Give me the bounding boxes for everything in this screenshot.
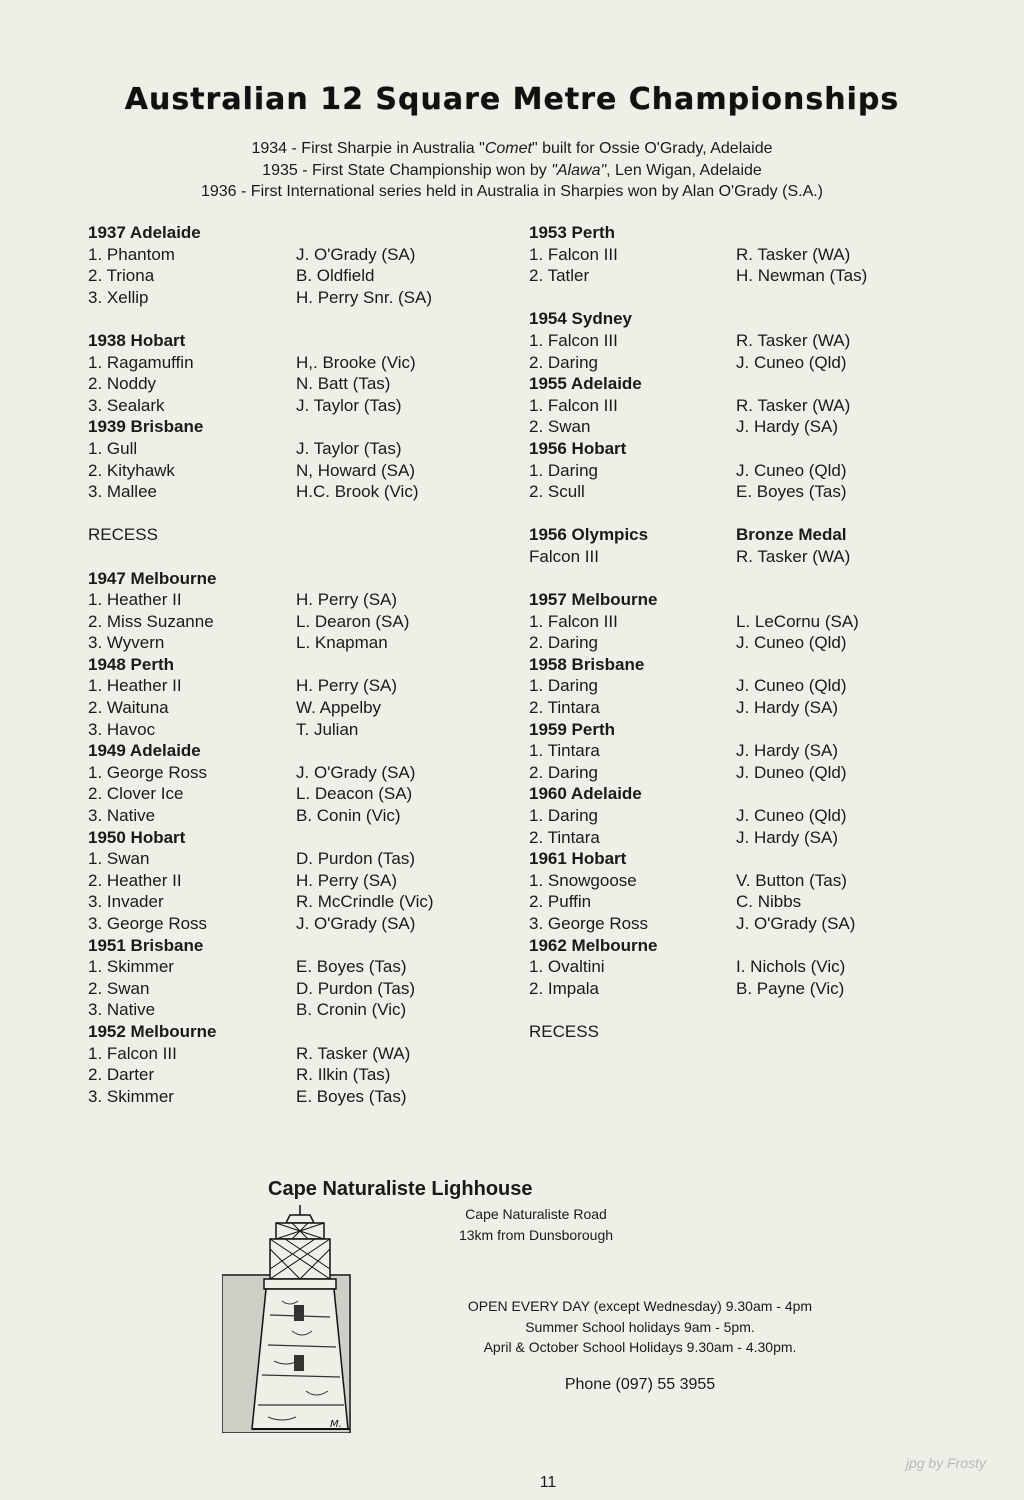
skipper-name: H.C. Brook (Vic) [296, 482, 419, 502]
result-row [88, 999, 488, 1021]
result-row [88, 1086, 488, 1108]
championship-year-venue: 1956 Hobart [529, 438, 627, 458]
result-row [88, 978, 488, 1000]
spacer [88, 546, 488, 568]
boat-name: 3. George Ross [529, 914, 649, 933]
result-row [88, 1043, 488, 1065]
boat-name: 2. Tatler [529, 266, 590, 286]
skipper-name: H. Perry (SA) [296, 870, 398, 890]
boat-name: 3. Native [88, 806, 156, 826]
heading-blank [296, 827, 488, 849]
boat-name: 2. Heather II [88, 870, 182, 890]
championship-heading [529, 308, 929, 330]
skipper-name: V. Button (Tas) [736, 870, 847, 890]
skipper-name: R. McCrindle (Vic) [296, 892, 434, 912]
result-row [88, 373, 488, 395]
skipper-name: R. Tasker (WA) [296, 1043, 411, 1063]
boat-name: 1. Daring [529, 806, 598, 826]
skipper-name: D. Purdon (Tas) [296, 978, 416, 998]
boat-name: 3. Sealark [88, 395, 165, 415]
result-row [88, 352, 488, 374]
skipper-name: B. Conin (Vic) [296, 806, 401, 826]
advert-hours-line: Summer School holidays 9am - 5pm. [525, 1318, 755, 1335]
boat-name: 1. Ragamuffin [88, 352, 194, 372]
heading-blank [736, 719, 929, 741]
boat-name: 3. Mallee [88, 482, 157, 502]
skipper-name: B. Cronin (Vic) [296, 1000, 407, 1020]
svg-text:M.: M. [330, 1419, 342, 1430]
championship-heading [88, 827, 488, 849]
boat-name: 2. Darter [88, 1065, 155, 1085]
heading-blank [736, 373, 929, 395]
championship-heading [88, 222, 488, 244]
boat-name: 2. Swan [529, 417, 591, 437]
skipper-name: R. Tasker (WA) [736, 395, 851, 415]
championship-year-venue: 1951 Brisbane [88, 935, 204, 955]
championship-year-venue: 1955 Adelaide [529, 374, 642, 394]
boat-name: 2. Clover Ice [88, 784, 184, 804]
result-row [88, 481, 488, 503]
championship-year-venue: 1960 Adelaide [529, 784, 642, 804]
championship-heading [88, 330, 488, 352]
championship-year-venue: 1958 Brisbane [529, 654, 645, 674]
heading-blank [736, 589, 929, 611]
skipper-name: J. O'Grady (SA) [296, 762, 416, 782]
skipper-name [296, 524, 488, 546]
skipper-name: J. O'Grady (SA) [736, 914, 856, 933]
skipper-name: I. Nichols (Vic) [736, 957, 846, 977]
result-row [88, 589, 488, 611]
result-row [88, 805, 488, 827]
heading-blank [736, 438, 929, 460]
skipper-name: J. Hardy (SA) [736, 698, 839, 718]
championship-year-venue: 1957 Melbourne [529, 590, 658, 610]
championship-year-venue: 1947 Melbourne [88, 568, 217, 588]
result-row [529, 460, 929, 482]
result-row [529, 546, 929, 568]
result-row [88, 632, 488, 654]
intro-text: " built for Ossie O'Grady, Adelaide [531, 140, 773, 157]
skipper-name: J. Cuneo (Qld) [736, 633, 847, 653]
result-row [529, 978, 929, 1000]
spacer [529, 287, 929, 309]
boat-name: 2. Daring [529, 633, 598, 653]
boat-name: RECESS [88, 525, 158, 545]
skipper-name: B. Payne (Vic) [736, 978, 845, 998]
skipper-name: E. Boyes (Tas) [296, 1086, 407, 1106]
result-row [529, 481, 929, 503]
skipper-name: J. O'Grady (SA) [296, 244, 416, 264]
skipper-name: R. Tasker (WA) [736, 546, 851, 566]
result-row [88, 524, 488, 546]
result-row [88, 870, 488, 892]
result-row [529, 913, 929, 935]
intro-text: , Len Wigan, Adelaide [606, 161, 762, 179]
boat-name: 1. Falcon III [529, 611, 618, 631]
result-row [88, 395, 488, 417]
result-row [529, 827, 929, 849]
heading-blank [736, 222, 929, 244]
result-row [529, 1021, 929, 1043]
intro-text: 1935 - First State Championship won by [262, 161, 552, 179]
skipper-name: T. Julian [296, 719, 359, 739]
result-row [88, 697, 488, 719]
skipper-name: N. Batt (Tas) [296, 374, 391, 394]
championship-year-venue: 1948 Perth [88, 654, 174, 674]
intro-emphasis: "Alawa" [551, 161, 607, 179]
boat-name: 2. Tintara [529, 698, 600, 718]
result-row [88, 956, 488, 978]
boat-name: 1. George Ross [88, 762, 208, 782]
boat-name: 3. George Ross [88, 914, 208, 933]
championship-heading [529, 589, 929, 611]
page-number: 11 [539, 1474, 557, 1491]
championship-heading [529, 222, 929, 244]
result-row [529, 244, 929, 266]
boat-name: 2. Waituna [88, 698, 169, 718]
skipper-name: H,. Brooke (Vic) [296, 352, 416, 372]
heading-blank [296, 416, 488, 438]
spacer [529, 568, 929, 590]
spacer [88, 308, 488, 330]
skipper-name: L. LeCornu (SA) [736, 611, 859, 631]
heading-blank [736, 935, 929, 957]
boat-name: 2. Impala [529, 978, 599, 998]
intro-line-1 [0, 138, 1024, 160]
skipper-name: N, Howard (SA) [296, 460, 416, 480]
skipper-name: J. Taylor (Tas) [296, 438, 402, 458]
skipper-name: J. O'Grady (SA) [296, 914, 416, 933]
skipper-name: J. Hardy (SA) [736, 827, 839, 847]
intro-text: 1934 - First Sharpie in Australia " [251, 140, 485, 157]
championship-heading [88, 654, 488, 676]
result-row [529, 416, 929, 438]
heading-blank [296, 935, 488, 957]
skipper-name: J. Cuneo (Qld) [736, 676, 847, 696]
boat-name: 1. Snowgoose [529, 870, 637, 890]
result-row [88, 762, 488, 784]
boat-name: 1. Falcon III [529, 244, 618, 264]
result-row [529, 395, 929, 417]
heading-blank [296, 568, 488, 590]
boat-name: 2. Noddy [88, 374, 157, 394]
championship-year-venue: 1937 Adelaide [88, 223, 201, 242]
championship-heading [529, 719, 929, 741]
boat-name: 2. Kityhawk [88, 460, 175, 480]
lighthouse-icon [222, 1205, 380, 1433]
heading-blank [296, 222, 488, 244]
boat-name: 1. Heather II [88, 590, 182, 610]
championship-year-venue: 1938 Hobart [88, 330, 186, 350]
championship-year-venue: 1961 Hobart [529, 849, 627, 869]
championship-year-venue: 1959 Perth [529, 719, 615, 739]
advert-title: Cape Naturaliste Lighhouse [268, 1178, 533, 1200]
championship-heading [529, 654, 929, 676]
boat-name: 3. Wyvern [88, 633, 165, 653]
skipper-name: L. Deacon (SA) [296, 784, 413, 804]
intro-line-2 [0, 160, 1024, 182]
championship-heading [88, 1021, 488, 1043]
result-row [529, 891, 929, 913]
championship-heading [529, 783, 929, 805]
skipper-name: D. Purdon (Tas) [296, 849, 416, 869]
boat-name: 1. Tintara [529, 741, 600, 761]
result-row [88, 244, 488, 266]
skipper-name: J. Cuneo (Qld) [736, 352, 847, 372]
championship-heading [529, 373, 929, 395]
result-row [88, 675, 488, 697]
championship-heading [88, 740, 488, 762]
result-row [529, 956, 929, 978]
championship-year-venue: 1962 Melbourne [529, 935, 658, 955]
skipper-name: R. Tasker (WA) [736, 244, 851, 264]
skipper-name: J. Cuneo (Qld) [736, 806, 847, 826]
championship-heading [529, 848, 929, 870]
results-column-left [88, 222, 488, 1107]
skipper-name: E. Boyes (Tas) [296, 957, 407, 977]
championship-heading [529, 438, 929, 460]
heading-blank [736, 783, 929, 805]
skipper-name: R. Ilkin (Tas) [296, 1065, 391, 1085]
skipper-name: W. Appelby [296, 698, 382, 718]
result-row [529, 265, 929, 287]
result-row [88, 287, 488, 309]
championship-year-venue: 1949 Adelaide [88, 741, 201, 761]
advert-hours-line: OPEN EVERY DAY (except Wednesday) 9.30am - 4pm [467, 1298, 813, 1314]
intro-emphasis: Comet [484, 140, 532, 157]
boat-name: 2. Tintara [529, 827, 600, 847]
spacer [88, 503, 488, 525]
result-row [88, 891, 488, 913]
boat-name: 3. Xellip [88, 287, 149, 307]
result-row [88, 611, 488, 633]
result-row [88, 460, 488, 482]
boat-name: 2. Daring [529, 762, 598, 782]
championship-year-venue: 1956 Olympics [529, 525, 649, 545]
boat-name: 3. Native [88, 1000, 156, 1020]
result-row [529, 675, 929, 697]
boat-name: 2. Daring [529, 352, 598, 372]
advert-hours-line: April & October School Holidays 9.30am - 4.30pm. [483, 1339, 797, 1355]
skipper-name: L. Dearon (SA) [296, 611, 410, 631]
championship-heading [88, 935, 488, 957]
boat-name: 2. Puffin [529, 892, 592, 912]
heading-blank [296, 1021, 488, 1043]
championship-heading [529, 935, 929, 957]
result-row [529, 697, 929, 719]
heading-blank [296, 740, 488, 762]
spacer [529, 999, 929, 1021]
heading-blank [736, 848, 929, 870]
spacer [529, 503, 929, 525]
boat-name: Falcon III [529, 546, 599, 566]
heading-blank [736, 654, 929, 676]
championship-heading [88, 416, 488, 438]
skipper-name: J. Hardy (SA) [736, 417, 839, 437]
championship-year-venue: 1939 Brisbane [88, 417, 204, 437]
result-row [88, 848, 488, 870]
result-row [88, 438, 488, 460]
scan-credit: jpg by Frosty [905, 1455, 986, 1471]
skipper-name: E. Boyes (Tas) [736, 482, 847, 502]
boat-name: 1. Daring [529, 676, 598, 696]
boat-name: 1. Phantom [88, 244, 175, 264]
result-row [529, 805, 929, 827]
boat-name: 1. Heather II [88, 676, 182, 696]
boat-name: 2. Scull [529, 482, 585, 502]
heading-blank [736, 308, 929, 330]
skipper-name: H. Perry (SA) [296, 590, 398, 610]
championship-year-venue: 1953 Perth [529, 223, 615, 242]
advert-road: Cape Naturaliste Road [465, 1206, 607, 1222]
skipper-name: J. Duneo (Qld) [736, 762, 847, 782]
boat-name: 1. Falcon III [529, 330, 618, 350]
boat-name: 1. Swan [88, 849, 150, 869]
skipper-name: B. Oldfield [296, 266, 375, 286]
skipper-name [736, 1021, 929, 1043]
boat-name: 1. Ovaltini [529, 957, 605, 977]
result-row [88, 265, 488, 287]
skipper-name: J. Hardy (SA) [736, 741, 839, 761]
results-column-right [529, 222, 929, 1043]
intro-line-3: 1936 - First International series held in Australia in Sharpies won by Alan O'Grady (S.A.) [200, 183, 824, 200]
result-row [529, 330, 929, 352]
result-row [88, 1064, 488, 1086]
boat-name: RECESS [529, 1021, 599, 1041]
boat-name: 1. Falcon III [88, 1043, 177, 1063]
medal-heading: Bronze Medal [736, 525, 847, 545]
championship-year-venue: 1950 Hobart [88, 827, 186, 847]
skipper-name: H. Perry Snr. (SA) [296, 287, 433, 307]
skipper-name: L. Knapman [296, 633, 388, 653]
result-row [529, 632, 929, 654]
championship-year-venue: 1954 Sydney [529, 309, 633, 329]
skipper-name: J. Cuneo (Qld) [736, 460, 847, 480]
advert-distance: 13km from Dunsborough [458, 1227, 614, 1243]
result-row [88, 719, 488, 741]
heading-blank [296, 654, 488, 676]
result-row [529, 740, 929, 762]
skipper-name: R. Tasker (WA) [736, 330, 851, 350]
championship-year-venue: 1952 Melbourne [88, 1021, 217, 1041]
result-row [529, 870, 929, 892]
advert-phone: Phone (097) 55 3955 [564, 1376, 716, 1393]
boat-name: 3. Invader [88, 892, 164, 912]
result-row [529, 762, 929, 784]
boat-name: 2. Miss Suzanne [88, 611, 214, 631]
skipper-name: H. Newman (Tas) [736, 266, 868, 286]
boat-name: 1. Daring [529, 460, 598, 480]
result-row [529, 611, 929, 633]
boat-name: 1. Skimmer [88, 957, 174, 977]
boat-name: 1. Gull [88, 438, 138, 458]
championship-heading [88, 568, 488, 590]
skipper-name: C. Nibbs [736, 892, 802, 912]
boat-name: 1. Falcon III [529, 395, 618, 415]
advert-address [436, 1204, 636, 1246]
boat-name: 3. Skimmer [88, 1086, 174, 1106]
page-title: Australian 12 Square Metre Championships [124, 82, 900, 117]
heading-blank [296, 330, 488, 352]
boat-name: 3. Havoc [88, 719, 156, 739]
championship-heading [529, 524, 929, 546]
result-row [529, 352, 929, 374]
boat-name: 2. Triona [88, 266, 155, 286]
result-row [88, 913, 488, 935]
boat-name: 2. Swan [88, 978, 150, 998]
result-row [88, 783, 488, 805]
advert-hours [440, 1296, 840, 1358]
skipper-name: H. Perry (SA) [296, 676, 398, 696]
skipper-name: J. Taylor (Tas) [296, 395, 402, 415]
intro [0, 138, 1024, 203]
